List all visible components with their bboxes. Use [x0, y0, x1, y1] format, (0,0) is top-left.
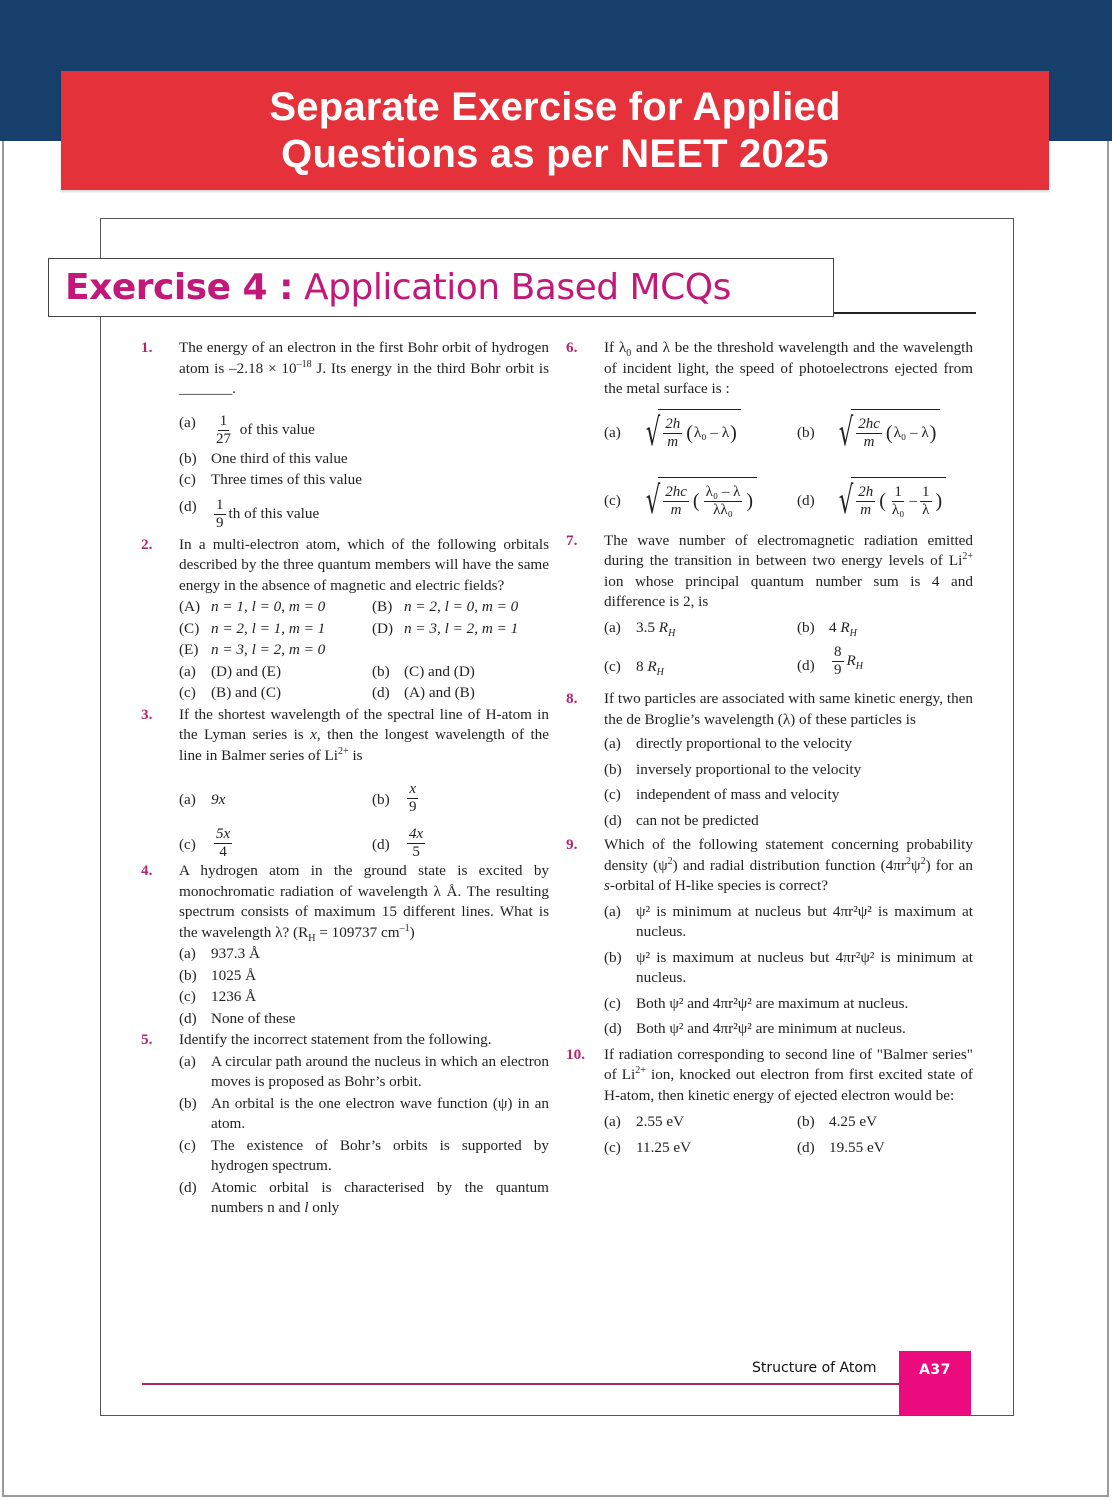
option-b[interactable]: (b) An orbital is the one electron wave function (ψ) in an atom.	[179, 1094, 549, 1132]
option-c[interactable]: (c) √ $\frac{2hc}{m}$ ( $\frac{\text{λ₀ – λ}}{\text{λλ₀}}$ )	[604, 477, 797, 523]
option-c[interactable]: (c) $\frac{5x}{4}$	[179, 826, 231, 860]
option-a[interactable]: (a) 3.5 $R_H$	[604, 618, 676, 639]
question-number: 2.	[141, 535, 153, 553]
option-d[interactable]: (d) Atomic orbital is characterised by the quantum numbers n and l only	[179, 1178, 549, 1216]
option-c[interactable]: (c) Three times of this value	[179, 471, 362, 488]
question-8	[566, 689, 973, 831]
statement-B: (B) n = 2, l = 0, m = 0	[372, 598, 519, 615]
banner-line-1: Separate Exercise for Applied	[269, 84, 841, 129]
question-2	[141, 535, 549, 704]
question-text: Which of the following statement concerning probability density $(\psi^2)$ and radial distribution function $(4\pi r^2\psi^2)$ for an s-orbital of H-like species is correct?	[604, 836, 973, 894]
option-c[interactable]: (c) 11.25 eV	[604, 1138, 692, 1156]
option-d[interactable]: (d) Both ψ² and 4πr²ψ² are minimum at nucleus.	[604, 1020, 906, 1037]
option-a[interactable]: (a) (D) and (E)	[179, 662, 281, 680]
left-column	[141, 338, 549, 1219]
question-text: The energy of an electron in the first Bohr orbit of hydrogen atom is $-2.18 \times 10^{-18}$ J. Its energy in the third Bohr orbit is _______.	[179, 339, 549, 397]
statement-C: (C) n = 2, l = 1, m = 1	[179, 619, 326, 637]
option-c[interactable]: (c) 8 $R_H$	[604, 658, 664, 679]
footer-rule	[142, 1383, 899, 1385]
question-text: A hydrogen atom in the ground state is excited by monochromatic radiation of wavelength λ Å. The resulting spectrum consists of maximum 15 different lines. What is the wavelength λ? ($R_H = 109737$ $cm^{-1}$)	[179, 862, 549, 944]
question-3	[141, 705, 549, 862]
question-number: 7.	[566, 531, 578, 549]
option-a[interactable]: (a) 9x	[179, 791, 226, 808]
question-1	[141, 338, 549, 532]
chapter-name: Structure of Atom	[752, 1360, 877, 1376]
statement-D: (D) n = 3, l = 2, m = 1	[372, 619, 519, 637]
banner-line-2: Questions as per NEET 2025	[281, 131, 829, 176]
question-number: 3.	[141, 705, 153, 723]
option-c[interactable]: (c) The existence of Bohr’s orbits is supported by hydrogen spectrum.	[179, 1136, 549, 1174]
option-a[interactable]: (a) $\frac{1}{27}$ of this value	[179, 412, 315, 447]
question-9	[566, 835, 973, 1040]
option-b[interactable]: (b) inversely proportional to the velocity	[604, 760, 862, 778]
page-number: A37	[899, 1351, 971, 1415]
option-c[interactable]: (c) independent of mass and velocity	[604, 786, 840, 803]
statement-list	[179, 596, 549, 704]
exercise-label: Exercise 4 :	[65, 267, 294, 308]
option-d[interactable]: (d) None of these	[179, 1009, 296, 1027]
right-column	[566, 338, 973, 1158]
exercise-heading	[48, 258, 834, 317]
option-a[interactable]: (a) A circular path around the nucleus in which an electron moves is proposed as Bohr’s orbit.	[179, 1052, 549, 1090]
exercise-title: Application Based MCQs	[303, 267, 731, 308]
option-b[interactable]: (b) (C) and (D)	[372, 662, 475, 680]
promo-banner	[61, 71, 1049, 190]
question-7	[566, 531, 973, 680]
question-text: If the shortest wavelength of the spectral line of H-atom in the Lyman series is x, then the longest wavelength of the line in Balmer series of $Li^{2+}$ is	[179, 705, 549, 764]
sqrt-expression: √ $\frac{2hc}{m}$ ( $\frac{\text{λ₀ – λ}}{\text{λλ₀}}$ )	[636, 477, 757, 523]
question-10	[566, 1045, 973, 1159]
option-a[interactable]: (a) ψ² is minimum at nucleus but 4πr²ψ² is maximum at nucleus.	[604, 902, 973, 940]
option-d[interactable]: (d) 19.55 eV	[797, 1138, 885, 1156]
question-number: 8.	[566, 690, 578, 707]
option-a[interactable]: (a) √ $\frac{2h}{m}$ ( λ₀ – λ )	[604, 409, 797, 455]
question-number: 1.	[141, 339, 153, 356]
option-a[interactable]: (a) 937.3 Å	[179, 945, 260, 962]
sqrt-expression: √ $\frac{2h}{m}$ ( λ₀ – λ )	[636, 409, 741, 455]
option-b[interactable]: (b) $\frac{x}{9}$	[372, 781, 417, 815]
question-6	[566, 338, 973, 523]
question-text: If radiation corresponding to second line of "Balmer series" of $Li^{2+}$ ion, knocked out electron from first excited state of H-atom, then kinetic energy of ejected electron would be:	[604, 1045, 973, 1104]
question-5	[141, 1030, 549, 1219]
question-4	[141, 861, 549, 1029]
option-a[interactable]: (a) directly proportional to the velocity	[604, 735, 852, 752]
statement-E: (E) n = 3, l = 2, m = 0	[179, 641, 326, 658]
question-number: 6.	[566, 339, 578, 356]
option-d[interactable]: (d) √ $\frac{2h}{m}$ ( $\frac{1}{\text{λ₀}}$ – $\frac{1}{\lambda}$ )	[797, 477, 973, 523]
question-text: The wave number of electromagnetic radiation emitted during the transition in between two energy levels of $Li^{2+}$ ion whose principal quantum number sum is 4 and difference is 2, is	[604, 531, 973, 610]
option-d[interactable]: (d) $\frac{8}{9}$ $R_H$	[797, 644, 864, 678]
sqrt-expression: √ $\frac{2hc}{m}$ ( λ₀ – λ )	[829, 409, 940, 455]
option-b[interactable]: (b) One third of this value	[179, 449, 348, 467]
option-d[interactable]: (d) $\frac{4x}{5}$	[372, 826, 424, 860]
question-text: If two particles are associated with same kinetic energy, then the de Broglie’s wavelength (λ) of these particles is	[604, 690, 974, 728]
sqrt-expression: √ $\frac{2h}{m}$ ( $\frac{1}{\text{λ₀}}$ – $\frac{1}{\lambda}$ )	[829, 477, 946, 523]
option-b[interactable]: (b) 4 $R_H$	[797, 618, 857, 639]
question-number: 4.	[141, 862, 153, 879]
question-text: In a multi-electron atom, which of the following orbitals described by the three quantum members will have the same energy in the absence of magnetic and electric fields?	[179, 535, 549, 594]
question-number: 5.	[141, 1031, 153, 1048]
option-d[interactable]: (d) $\frac{1}{9}$ th of this value	[179, 496, 320, 531]
option-b[interactable]: (b) √ $\frac{2hc}{m}$ ( λ₀ – λ )	[797, 409, 973, 455]
title-rule	[834, 312, 976, 314]
option-c[interactable]: (c) (B) and (C)	[179, 684, 282, 701]
option-d[interactable]: (d) (A) and (B)	[372, 684, 475, 701]
option-a[interactable]: (a) 2.55 eV	[604, 1113, 685, 1130]
option-d[interactable]: (d) can not be predicted	[604, 811, 759, 829]
question-number: 9.	[566, 836, 578, 853]
option-b[interactable]: (b) 4.25 eV	[797, 1113, 878, 1130]
question-text: Identify the incorrect statement from the following.	[179, 1031, 492, 1048]
question-text: If $\lambda_0$ and λ be the threshold wavelength and the wavelength of incident light, the speed of photoelectrons ejected from the metal surface is :	[604, 339, 973, 397]
option-b[interactable]: (b) 1025 Å	[179, 966, 257, 984]
option-c[interactable]: (c) 1236 Å	[179, 988, 257, 1005]
statement-A: (A) n = 1, l = 0, m = 0	[179, 598, 326, 615]
option-b[interactable]: (b) ψ² is maximum at nucleus but 4πr²ψ² is minimum at nucleus.	[604, 948, 973, 986]
option-c[interactable]: (c) Both ψ² and 4πr²ψ² are maximum at nucleus.	[604, 994, 909, 1012]
question-number: 10.	[566, 1045, 585, 1063]
